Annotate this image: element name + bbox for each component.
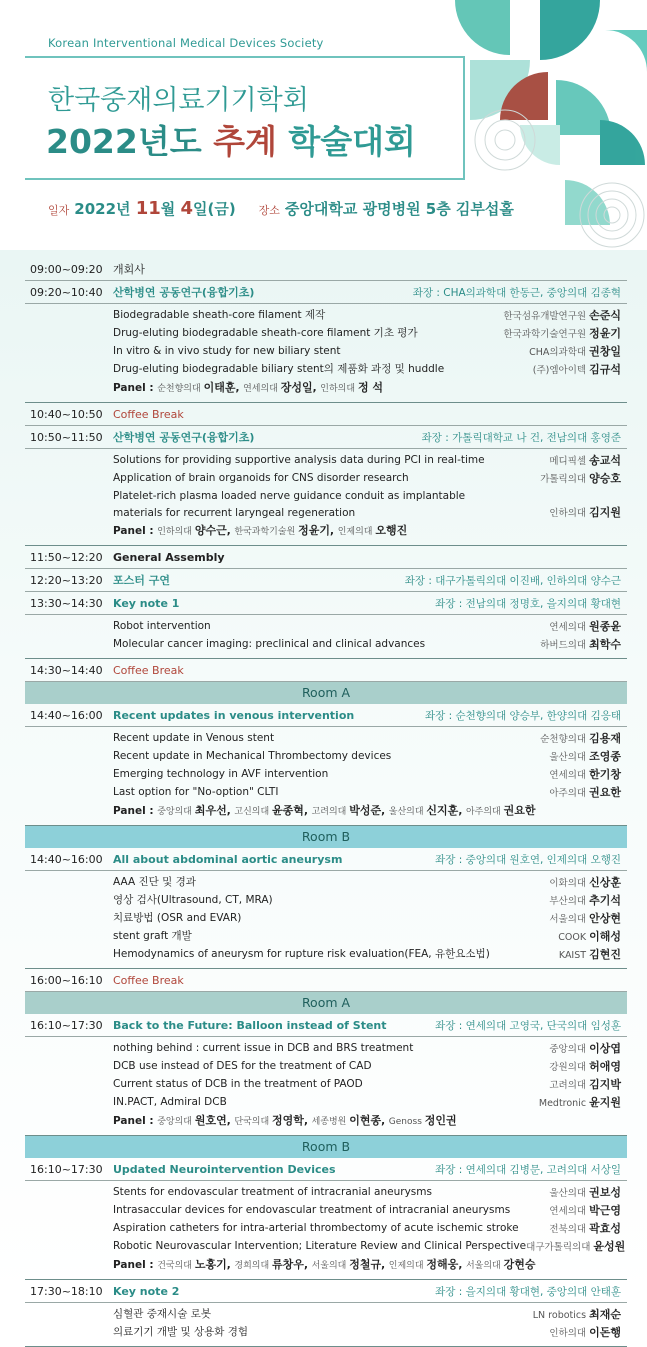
panel-list: Panel : 인하의대 양수근, 한국과학기술원 정윤기, 인제의대 오행진	[113, 524, 408, 537]
session-row: 14:40~16:00 Recent updates in venous intervention 좌장 : 순천향의대 양승부, 한양의대 김응태	[25, 704, 627, 727]
date-venue: 일자 2022년 11월 4일(금) 장소 중앙대학교 광명병원 5층 김부섭홀	[48, 198, 514, 219]
session-row: 14:30~14:40 Coffee Break	[25, 659, 627, 682]
talk-item: 의료기기 개발 및 상용화 경험 인하의대 이돈행	[113, 1326, 621, 1339]
talk-item: 심혈관 중재시술 로봇 LN robotics 최재순	[113, 1308, 621, 1321]
session-row: 14:40~16:00 All about abdominal aortic aneurysm 좌장 : 중앙의대 원호연, 인제의대 오행진	[25, 848, 627, 871]
talk-item: Drug-eluting biodegradable sheath-core filament 기초 평가 한국과학기술연구원 정윤기	[113, 327, 621, 340]
talk-item: AAA 진단 및 경과 이화의대 신상훈	[113, 876, 621, 889]
talk-list	[25, 1181, 627, 1280]
talk-item: Robot intervention 연세의대 원종윤	[113, 620, 621, 633]
panel-list: Panel : 순천향의대 이태훈, 연세의대 장성일, 인하의대 정 석	[113, 381, 384, 394]
talk-item: Aspiration catheters for intra-arterial thrombectomy of acute ischemic stroke 전북의대 곽효성	[113, 1222, 621, 1235]
schedule-table	[25, 258, 627, 1347]
room-a-banner: Room A	[25, 682, 627, 704]
talk-list	[25, 304, 627, 403]
session-row: 16:10~17:30 Updated Neurointervention Devices 좌장 : 연세의대 김병문, 고려의대 서상일	[25, 1158, 627, 1181]
talk-item: DCB use instead of DES for the treatment of CAD 강원의대 허애영	[113, 1060, 621, 1073]
talk-item: 영상 검사(Ultrasound, CT, MRA) 부산의대 추기석	[113, 894, 621, 907]
talk-list	[25, 727, 627, 826]
session-row: 09:00~09:20 개회사	[25, 258, 627, 281]
session-row: 13:30~14:30 Key note 1 좌장 : 전남의대 정명호, 을지의대 황대현	[25, 592, 627, 615]
talk-item: Emerging technology in AVF intervention 연세의대 한기창	[113, 768, 621, 781]
panel-list: Panel : 중앙의대 최우선, 고신의대 윤종혁, 고려의대 박성준, 울산의대 신지훈, 아주의대 권요한	[113, 804, 536, 817]
event-title: 2022년도 추계 학술대회	[46, 122, 416, 161]
talk-item: Intrasaccular devices for endovascular treatment of intracranial aneurysms 연세의대 박근영	[113, 1204, 621, 1217]
talk-list	[25, 1303, 627, 1347]
talk-list	[25, 871, 627, 969]
talk-item: Hemodynamics of aneurysm for rupture risk evaluation(FEA, 유한요소법) KAIST 김현진	[113, 948, 621, 961]
session-row: 10:40~10:50 Coffee Break	[25, 403, 627, 426]
session-row: 16:10~17:30 Back to the Future: Balloon instead of Stent 좌장 : 연세의대 고영국, 단국의대 임성훈	[25, 1014, 627, 1037]
talk-item: 치료방법 (OSR and EVAR) 서울의대 안상현	[113, 912, 621, 925]
talk-item: Recent update in Venous stent 순천향의대 김용재	[113, 732, 621, 745]
session-row: 11:50~12:20 General Assembly	[25, 546, 627, 569]
poster-header	[0, 0, 647, 250]
talk-item: Solutions for providing supportive analysis data during PCI in real-time 메디픽셀 송교석	[113, 454, 621, 467]
session-row: 12:20~13:20 포스터 구연 좌장 : 대구가톨릭의대 이진배, 인하의대 양수근	[25, 569, 627, 592]
talk-item: Drug-eluting biodegradable biliary stent의 제품화 과정 및 huddle (주)엠아이텍 김규석	[113, 363, 621, 376]
panel-list: Panel : 중앙의대 원호연, 단국의대 정영학, 세종병원 이현종, Genoss 정인권	[113, 1114, 457, 1127]
org-name: Korean Interventional Medical Devices Society	[48, 36, 324, 50]
society-title: 한국중재의료기기학회	[48, 85, 309, 116]
talk-item: Biodegradable sheath-core filament 제작 한국섬유개발연구원 손준식	[113, 309, 621, 322]
talk-item: IN.PACT, Admiral DCB Medtronic 윤지원	[113, 1096, 621, 1109]
talk-list	[25, 1037, 627, 1136]
schedule-section	[0, 250, 647, 1339]
talk-item: stent graft 개발 COOK 이해성	[113, 930, 621, 943]
room-b-banner: Room B	[25, 826, 627, 848]
talk-item: Platelet-rich plasma loaded nerve guidance conduit as implantable materials for recurrent laryngeal regeneration 인하의대 김지원	[113, 490, 621, 519]
room-a-banner: Room A	[25, 992, 627, 1014]
talk-item: Application of brain organoids for CNS disorder research 가톨릭의대 양승호	[113, 472, 621, 485]
panel-list: Panel : 건국의대 노홍기, 경희의대 류창우, 서울의대 정철규, 인제의대 정해웅, 서울의대 강현승	[113, 1258, 536, 1271]
room-b-banner: Room B	[25, 1136, 627, 1158]
session-row: 17:30~18:10 Key note 2 좌장 : 을지의대 황대현, 중앙의대 안태훈	[25, 1280, 627, 1303]
session-row: 10:50~11:50 산학병연 공동연구(융합기초) 좌장 : 가톨릭대학교 나 건, 전남의대 홍영준	[25, 426, 627, 449]
session-row: 09:20~10:40 산학병연 공동연구(융합기초) 좌장 : CHA의과학대 한동근, 중앙의대 김종혁	[25, 281, 627, 304]
talk-item: nothing behind : current issue in DCB and BRS treatment 중앙의대 이상엽	[113, 1042, 621, 1055]
talk-item: Molecular cancer imaging: preclinical and clinical advances 하버드의대 최학수	[113, 638, 621, 651]
talk-item: Last option for "No-option" CLTI 아주의대 권요한	[113, 786, 621, 799]
talk-item: Robotic Neurovascular Intervention; Literature Review and Clinical Perspective 대구가톨릭의대 윤성원	[113, 1240, 626, 1253]
session-row: 16:00~16:10 Coffee Break	[25, 969, 627, 992]
talk-item: In vitro & in vivo study for new biliary stent CHA의과학대 권창일	[113, 345, 621, 358]
talk-item: Stents for endovascular treatment of intracranial aneurysms 울산의대 권보성	[113, 1186, 621, 1199]
talk-item: Current status of DCB in the treatment of PAOD 고려의대 김지박	[113, 1078, 621, 1091]
talk-list	[25, 449, 627, 546]
talk-item: Recent update in Mechanical Thrombectomy devices 울산의대 조영종	[113, 750, 621, 763]
talk-list	[25, 615, 627, 659]
